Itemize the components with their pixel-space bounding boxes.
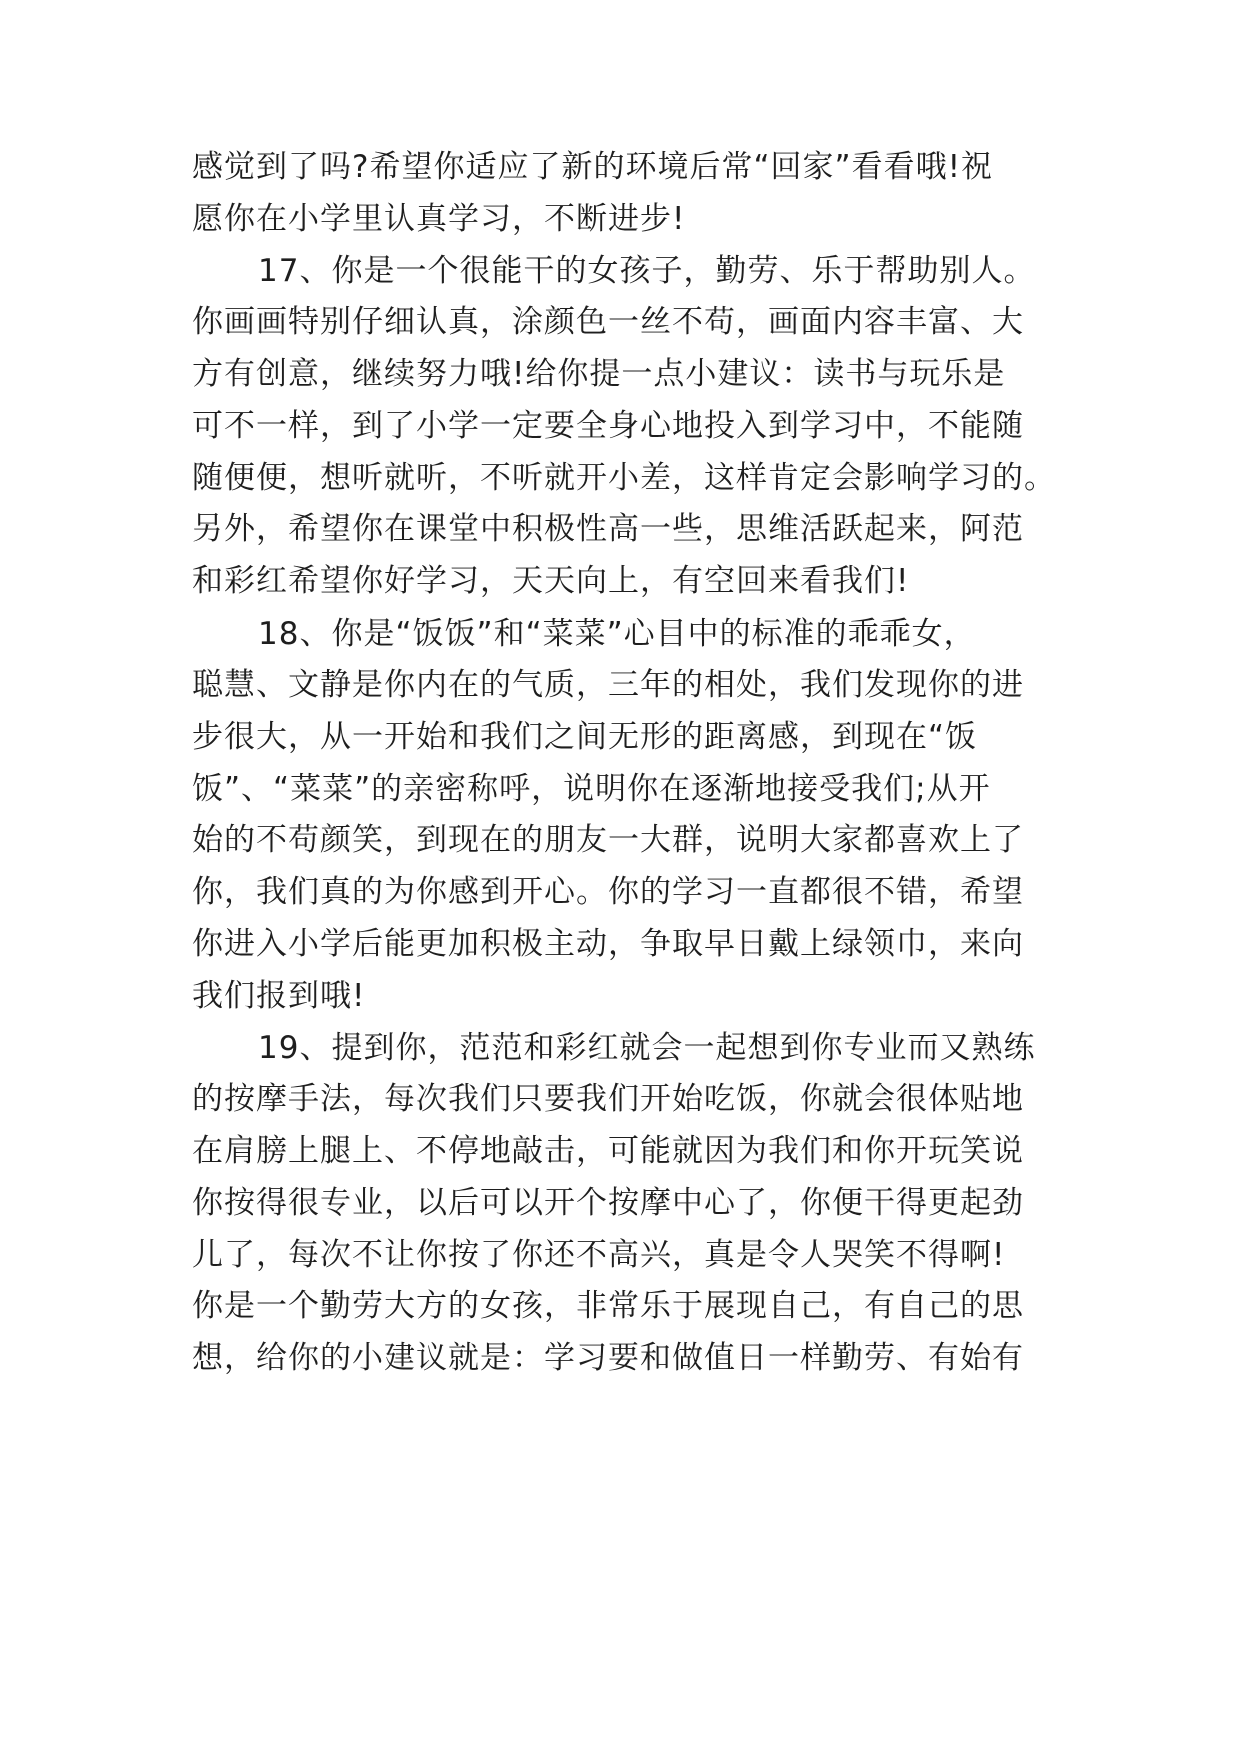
text-line: 饭”、“菜菜”的亲密称呼，说明你在逐渐地接受我们;从开 [192,771,991,807]
text-line: 感觉到了吗?希望你适应了新的环境后常“回家”看看哦!祝 [192,149,993,185]
text-line: 方有创意，继续努力哦!给你提一点小建议：读书与玩乐是 [192,356,1006,392]
paragraph-19-start: 19、提到你，范范和彩红就会一起想到你专业而又熟练 [258,1030,1036,1066]
text-line: 和彩红希望你好学习，天天向上，有空回来看我们! [192,563,910,599]
text-line: 聪慧、文静是你内在的气质，三年的相处，我们发现你的进 [192,667,1024,703]
text-line: 的按摩手法，每次我们只要我们开始吃饭，你就会很体贴地 [192,1081,1024,1117]
text-line: 你画画特别仔细认真，涂颜色一丝不苟，画面内容丰富、大 [192,304,1024,340]
text-line: 你进入小学后能更加积极主动，争取早日戴上绿领巾，来向 [192,926,1024,962]
text-line: 始的不苟颜笑，到现在的朋友一大群，说明大家都喜欢上了 [192,822,1024,858]
text-line: 我们报到哦! [192,978,366,1014]
text-line: 可不一样，到了小学一定要全身心地投入到学习中，不能随 [192,408,1024,444]
text-line: 你按得很专业，以后可以开个按摩中心了，你便干得更起劲 [192,1185,1024,1221]
text-line: 另外，希望你在课堂中积极性高一些，思维活跃起来，阿范 [192,511,1024,547]
text-line: 步很大，从一开始和我们之间无形的距离感，到现在“饭 [192,719,978,755]
text-line: 在肩膀上腿上、不停地敲击，可能就因为我们和你开玩笑说 [192,1133,1024,1169]
paragraph-18-start: 18、你是“饭饭”和“菜菜”心目中的标准的乖乖女， [258,616,976,652]
text-line: 随便便，想听就听，不听就开小差，这样肯定会影响学习的。 [192,460,1056,496]
text-line: 想，给你的小建议就是：学习要和做值日一样勤劳、有始有 [192,1340,1024,1376]
paragraph-17-start: 17、你是一个很能干的女孩子，勤劳、乐于帮助别人。 [258,253,1036,289]
text-line: 愿你在小学里认真学习，不断进步! [192,201,686,237]
text-line: 儿了，每次不让你按了你还不高兴，真是令人哭笑不得啊! [192,1237,1006,1273]
text-line: 你是一个勤劳大方的女孩，非常乐于展现自己，有自己的思 [192,1288,1024,1324]
text-line: 你，我们真的为你感到开心。你的学习一直都很不错，希望 [192,874,1024,910]
